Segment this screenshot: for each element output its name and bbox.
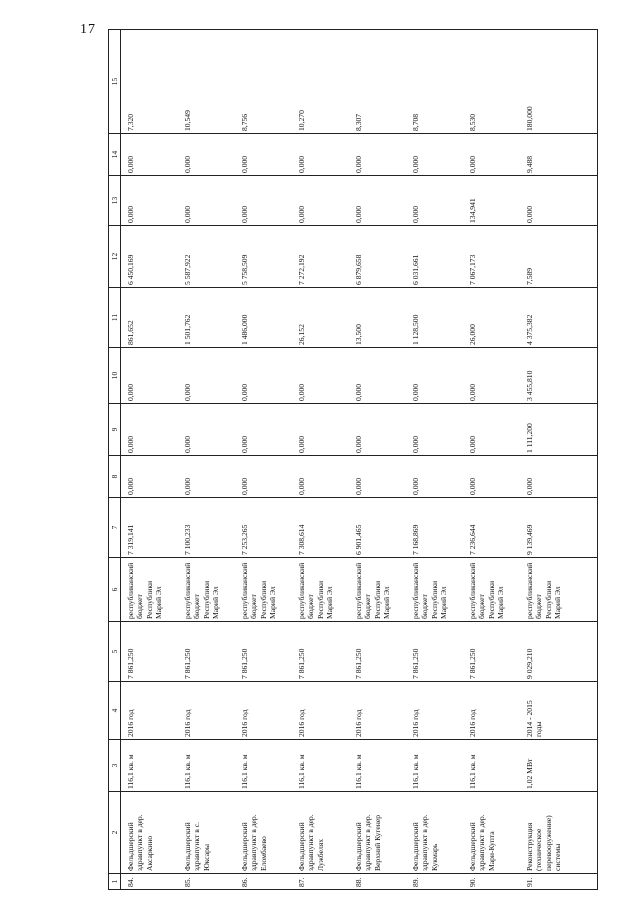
cell-col-10: 3 455,810 [520,348,598,404]
cell-col-8: 0,000 [406,456,463,498]
table-row [121,30,179,890]
cell-col-7: 7 236,644 [463,498,520,558]
cell-col-11: 26,152 [292,288,349,348]
capacity: 116,1 кв. м [349,740,406,792]
col-num-9: 9 [109,404,121,456]
cell-col-14: 9,488 [520,134,598,176]
cell-col-13: 0,000 [235,176,292,226]
col-num-12: 12 [109,226,121,288]
cell-col-10: 0,000 [292,348,349,404]
cell-col-8: 0,000 [349,456,406,498]
funding-source: республиканский бюджет Республики Марий Эл [349,558,406,622]
col-num-8: 8 [109,456,121,498]
cell-col-9: 0,000 [292,404,349,456]
cell-col-5: 7 861,250 [178,622,235,682]
cell-col-10: 0,000 [121,348,179,404]
cell-col-8: 0,000 [520,456,598,498]
object-name: Фельдшерский здравпункт в дер. Аксаркино [121,792,179,874]
cell-col-10: 0,000 [406,348,463,404]
row-number: 89. [406,874,463,890]
funding-source: республиканский бюджет Республики Марий Эл [178,558,235,622]
cell-col-12: 7 067,173 [463,226,520,288]
cell-col-13: 0,000 [178,176,235,226]
cell-col-11: 1 501,762 [178,288,235,348]
cell-col-7: 9 139,469 [520,498,598,558]
cell-col-5: 7 861,250 [406,622,463,682]
cell-col-14: 0,000 [349,134,406,176]
cell-col-13: 0,000 [520,176,598,226]
cell-col-11: 861,652 [121,288,179,348]
cell-col-5: 7 861,250 [349,622,406,682]
cell-col-9: 0,000 [463,404,520,456]
cell-col-15: 180,000 [520,30,598,134]
period: 2014 - 2015 годы [520,682,598,740]
cell-col-13: 0,000 [349,176,406,226]
cell-col-8: 0,000 [121,456,179,498]
cell-col-15: 8,708 [406,30,463,134]
cell-col-5: 7 861,250 [292,622,349,682]
funding-source: республиканский бюджет Республики Марий Эл [235,558,292,622]
funding-source: республиканский бюджет Республики Марий Эл [406,558,463,622]
row-number: 91. [520,874,598,890]
object-name: Фельдшерский здравпункт в дер. Еломбаево [235,792,292,874]
cell-col-5: 9 029,210 [520,622,598,682]
object-name: Фельдшерский здравпункт в дер. Лужбелях [292,792,349,874]
col-num-13: 13 [109,176,121,226]
cell-col-5: 7 861,250 [121,622,179,682]
period: 2016 год [406,682,463,740]
capacity: 116,1 кв. м [292,740,349,792]
row-number: 88. [349,874,406,890]
period: 2016 год [349,682,406,740]
cell-col-8: 0,000 [463,456,520,498]
cell-col-11: 26,000 [463,288,520,348]
col-num-4: 4 [109,682,121,740]
cell-col-10: 0,000 [178,348,235,404]
period: 2016 год [235,682,292,740]
col-num-14: 14 [109,134,121,176]
cell-col-15: 8,530 [463,30,520,134]
cell-col-5: 7 861,250 [463,622,520,682]
cell-col-15: 8,756 [235,30,292,134]
table-row [349,30,406,890]
funding-source: республиканский бюджет Республики Марий Эл [121,558,179,622]
capacity: 116,1 кв. м [121,740,179,792]
cell-col-13: 134,941 [463,176,520,226]
table-row [292,30,349,890]
cell-col-14: 0,000 [178,134,235,176]
cell-col-14: 0,000 [235,134,292,176]
cell-col-9: 1 111,200 [520,404,598,456]
table-row [235,30,292,890]
row-number: 84. [121,874,179,890]
object-name: Фельдшерский здравпункт в дер. Кукмарь [406,792,463,874]
period: 2016 год [463,682,520,740]
column-number-row [109,30,121,890]
cell-col-12: 6 031,661 [406,226,463,288]
col-num-7: 7 [109,498,121,558]
rotated-table-container [108,30,638,890]
cell-col-9: 0,000 [349,404,406,456]
cell-col-11: 1 128,500 [406,288,463,348]
cell-col-9: 0,000 [178,404,235,456]
cell-col-10: 0,000 [463,348,520,404]
cell-col-15: 10,270 [292,30,349,134]
cell-col-5: 7 861,250 [235,622,292,682]
col-num-6: 6 [109,558,121,622]
object-name: Фельдшерский здравпункт в дер. Верхний Кугенер [349,792,406,874]
cell-col-14: 0,000 [121,134,179,176]
row-number: 87. [292,874,349,890]
table-row [406,30,463,890]
col-num-5: 5 [109,622,121,682]
cell-col-15: 7,320 [121,30,179,134]
cell-col-13: 0,000 [406,176,463,226]
cell-col-7: 7 319,141 [121,498,179,558]
cell-col-12: 5 758,509 [235,226,292,288]
cell-col-14: 0,000 [406,134,463,176]
capacity: 116,1 кв. м [406,740,463,792]
period: 2016 год [178,682,235,740]
col-num-1: 1 [109,874,121,890]
cell-col-14: 0,000 [292,134,349,176]
cell-col-11: 13,500 [349,288,406,348]
cell-col-15: 8,307 [349,30,406,134]
funding-source: республиканский бюджет Республики Марий Эл [292,558,349,622]
row-number: 86. [235,874,292,890]
col-num-3: 3 [109,740,121,792]
cell-col-11: 4 375,382 [520,288,598,348]
funding-source: республиканский бюджет Республики Марий Эл [520,558,598,622]
cell-col-7: 7 308,614 [292,498,349,558]
table-row [178,30,235,890]
cell-col-15: 10,549 [178,30,235,134]
cell-col-8: 0,000 [235,456,292,498]
cell-col-7: 7 168,869 [406,498,463,558]
row-number: 90. [463,874,520,890]
cell-col-7: 6 901,465 [349,498,406,558]
cell-col-12: 6 879,658 [349,226,406,288]
cell-col-12: 5 587,922 [178,226,235,288]
capacity: 116,1 кв. м [463,740,520,792]
funding-source: республиканский бюджет Республики Марий Эл [463,558,520,622]
period: 2016 год [292,682,349,740]
object-name: Фельдшерский здравпункт в с. Юксары [178,792,235,874]
cell-col-10: 0,000 [235,348,292,404]
cell-col-9: 0,000 [121,404,179,456]
capacity: 116,1 кв. м [235,740,292,792]
col-num-11: 11 [109,288,121,348]
period: 2016 год [121,682,179,740]
investment-table [108,29,598,890]
table-row [463,30,520,890]
capacity: 1,02 МВт [520,740,598,792]
page-number: 17 [80,22,96,37]
cell-col-12: 7,589 [520,226,598,288]
cell-col-8: 0,000 [292,456,349,498]
col-num-10: 10 [109,348,121,404]
table-row [520,30,598,890]
cell-col-10: 0,000 [349,348,406,404]
cell-col-8: 0,000 [178,456,235,498]
row-number: 85. [178,874,235,890]
cell-col-9: 0,000 [235,404,292,456]
object-name: Реконструкция (техническое перевооружение) системы [520,792,598,874]
cell-col-12: 6 450,169 [121,226,179,288]
cell-col-7: 7 253,265 [235,498,292,558]
cell-col-12: 7 272,192 [292,226,349,288]
cell-col-11: 1 486,000 [235,288,292,348]
cell-col-7: 7 100,233 [178,498,235,558]
cell-col-13: 0,000 [121,176,179,226]
object-name: Фельдшерский здравпункт в дер. Мари-Купта [463,792,520,874]
col-num-2: 2 [109,792,121,874]
capacity: 116,1 кв. м [178,740,235,792]
cell-col-9: 0,000 [406,404,463,456]
cell-col-14: 0,000 [463,134,520,176]
cell-col-13: 0,000 [292,176,349,226]
col-num-15: 15 [109,30,121,134]
